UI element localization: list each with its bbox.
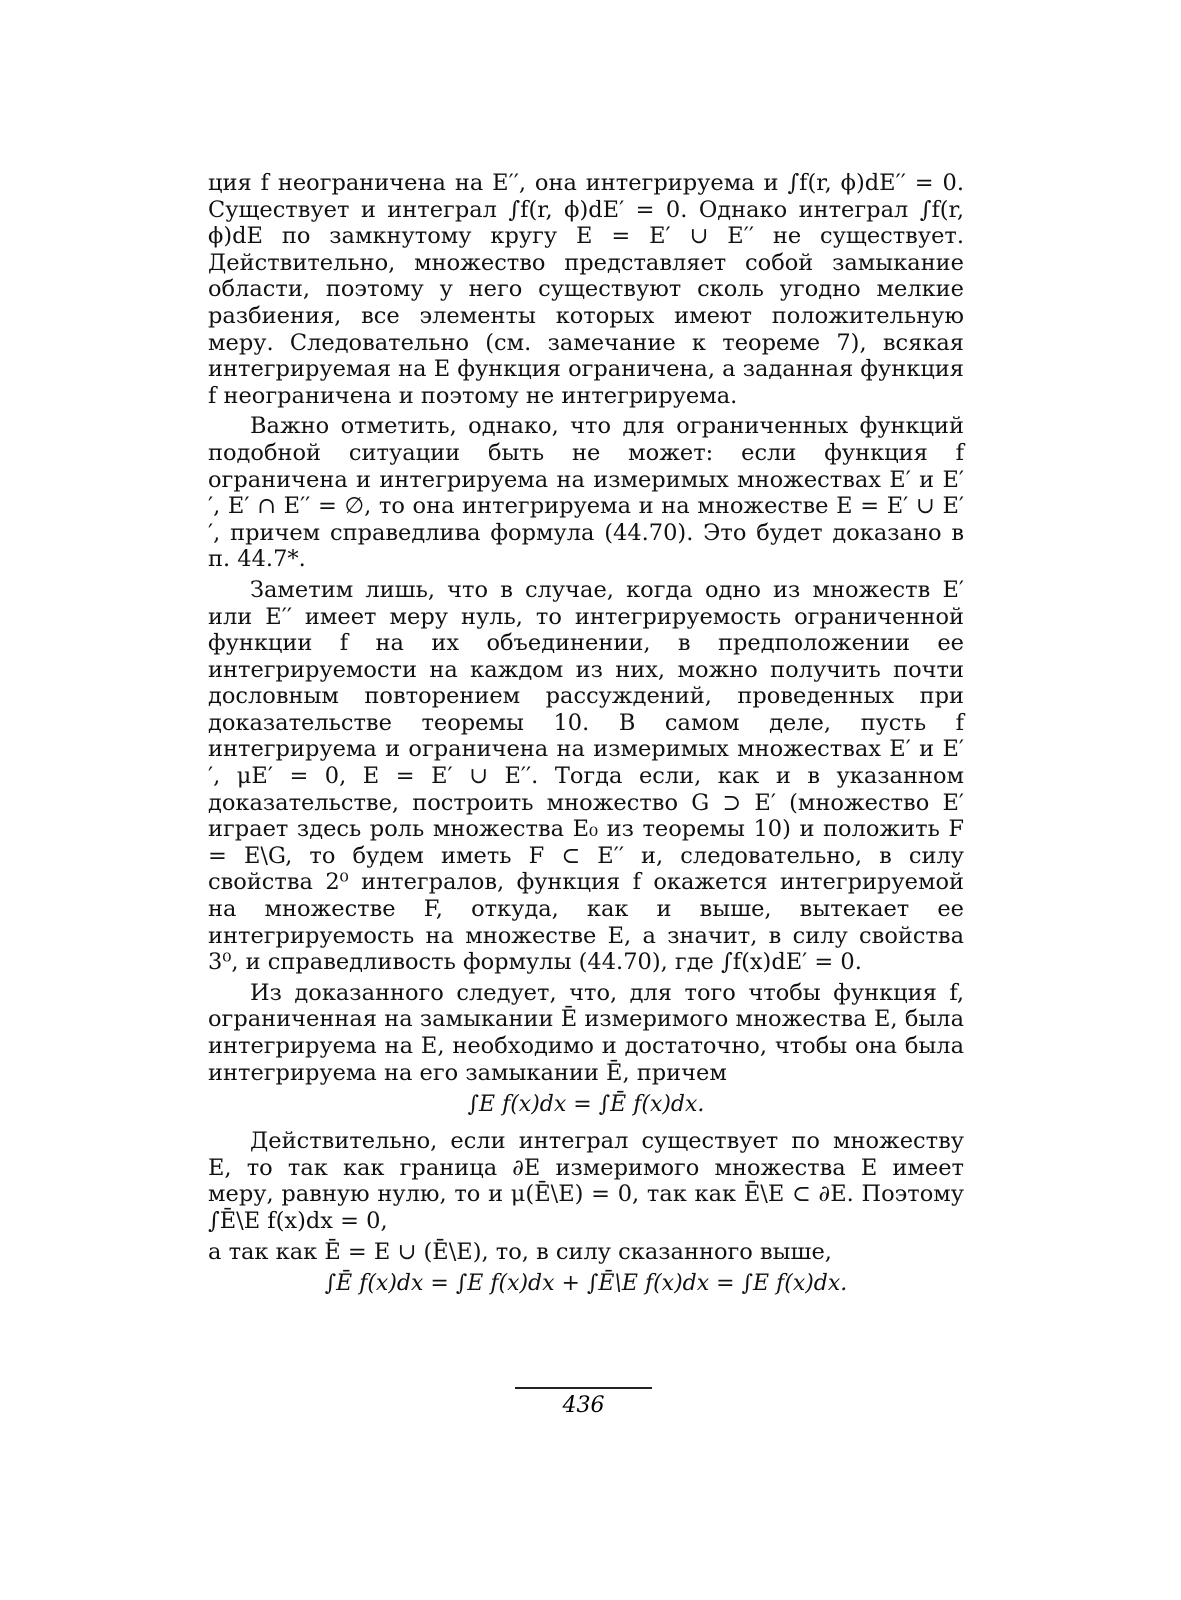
page-body	[208, 170, 964, 1307]
page-number: 436	[515, 1387, 652, 1418]
paragraph: а так как Ē = E ∪ (Ē\E), то, в силу сказанного выше,	[208, 1238, 832, 1265]
paragraph: Заметим лишь, что в случае, когда одно из множеств E′ или E′′ имеет меру нуль, то интегрируемость ограниченной функции f на их объединении, в предположении ее интегрируемости на каждом из них, можно получить почти дословным повторением рассуждений, проведенных при доказательстве теоремы 10. В самом деле, пусть f интегрируема и ограничена на измеримых множествах E′ и E′′, μE′ = 0, E = E′ ∪ E′′. Тогда если, как и в указанном доказательстве, построить множество G ⊃ E′ (множество E′ играет здесь роль множества E₀ из теоремы 10) и положить F = E\G, то будем иметь F ⊂ E′′ и, следовательно, в силу свойства 2⁰ интегралов, функция f окажется интегрируемой на множестве F, откуда, как и выше, вытекает ее интегрируемость на множестве E, а значит, в силу свойства 3⁰, и справедливость формулы (44.70), где ∫f(x)dE′ = 0.	[208, 576, 964, 976]
paragraph: Действительно, если интеграл существует по множеству E, то так как граница ∂E измеримого множества E имеет меру, равную нулю, то и μ(Ē\E) = 0, так как Ē\E ⊂ ∂E. Поэтому ∫Ē\E f(x)dx = 0,	[208, 1128, 964, 1234]
equation: ∫Ē f(x)dx = ∫E f(x)dx + ∫Ē\E f(x)dx = ∫E f(x)dx.	[324, 1271, 848, 1297]
paragraph: Из доказанного следует, что, для того чтобы функция f, ограниченная на замыкании Ē измеримого множества E, была интегрируема на E, необходимо и достаточно, чтобы она была интегрируема на его замыкании Ē, причем	[208, 979, 964, 1086]
paragraph: ция f неограничена на E′′, она интегрируема и ∫f(r, ϕ)dE′′ = 0. Существует и интеграл ∫f(r, ϕ)dE′ = 0. Однако интеграл ∫f(r, ϕ)dE по замкнутому кругу E = E′ ∪ E′′ не существует. Действительно, множество представляет собой замыкание области, поэтому у него существуют сколь угодно мелкие разбиения, все элементы которых имеют положительную меру. Следовательно (см. замечание к теореме 7), всякая интегрируемая на E функция ограничена, а заданная функция f неограничена и поэтому не интегрируема.	[208, 170, 964, 409]
paragraph: Важно отметить, однако, что для ограниченных функций подобной ситуации быть не может: если функция f ограничена и интегрируема на измеримых множествах E′ и E′′, E′ ∩ E′′ = ∅, то она интегрируема и на множестве E = E′ ∪ E′′, причем справедлива формула (44.70). Это будет доказано в п. 44.7*.	[208, 413, 964, 573]
equation: ∫E f(x)dx = ∫Ē f(x)dx.	[467, 1092, 705, 1118]
